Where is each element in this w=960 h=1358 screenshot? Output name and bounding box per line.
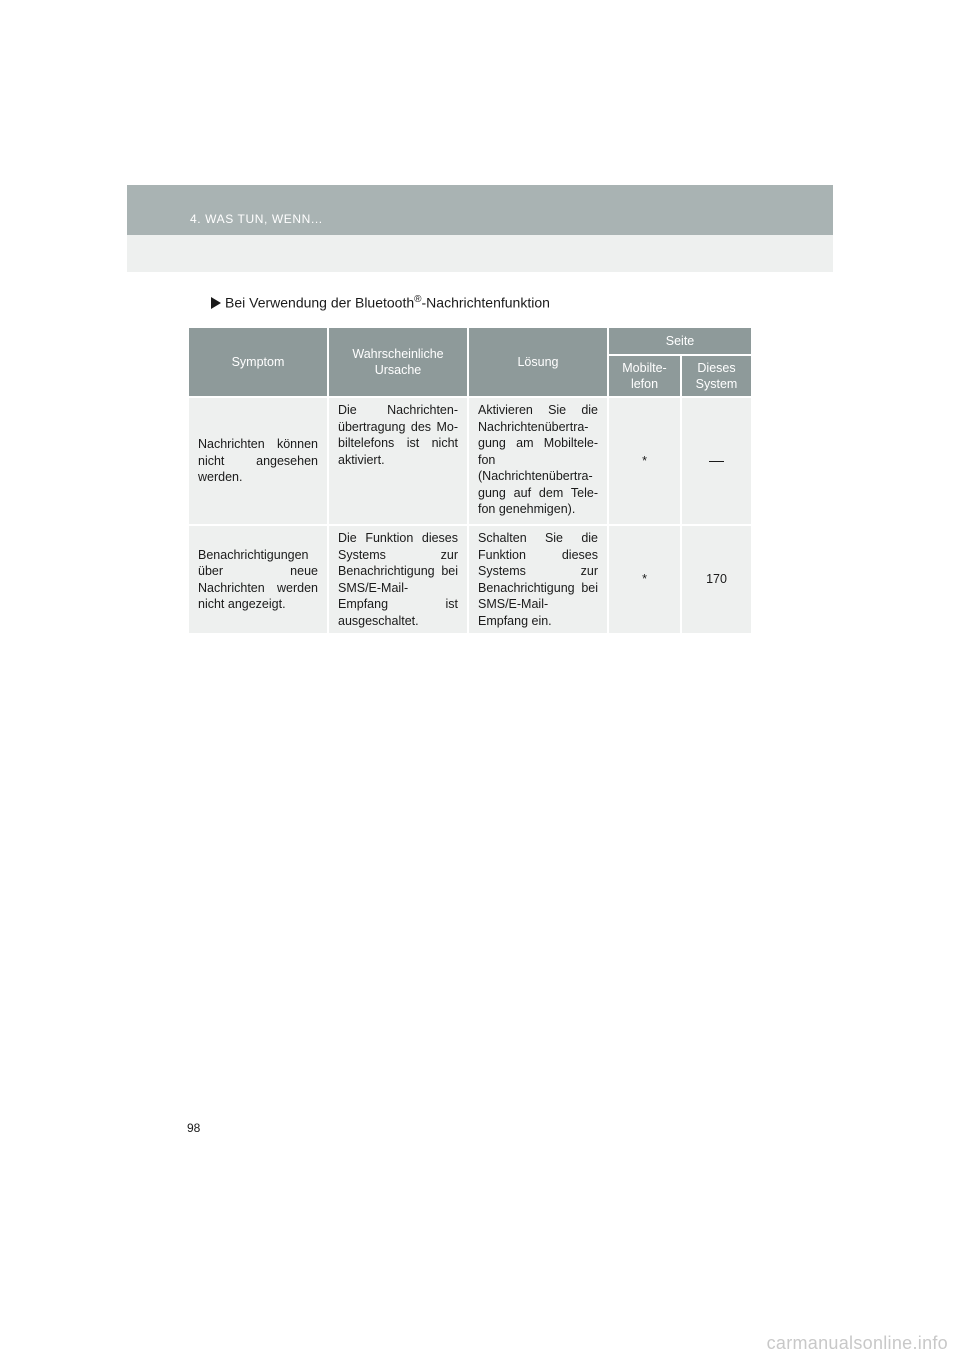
chapter-header-bar: [127, 185, 833, 235]
header-solution: Lösung: [468, 327, 608, 397]
triangle-right-icon: [211, 297, 221, 309]
section-heading: [211, 294, 550, 311]
header-symptom: Symptom: [188, 327, 328, 397]
watermark: carmanualsonline.info: [766, 1333, 948, 1353]
cause-cell: Die Nachrichten-übertragung des Mo-biltelefons ist nicht aktiviert.: [328, 397, 468, 525]
registered-mark: ®: [414, 294, 422, 305]
symptom-cell: Nachrichten können nicht angesehen werden.: [188, 397, 328, 525]
cause-cell: Die Funktion dieses Systems zur Benachrichtigung bei SMS/E-Mail-Empfang ist ausgeschaltet.: [328, 525, 468, 634]
chapter-title: 4. WAS TUN, WENN...: [190, 212, 323, 226]
section-title-suffix: -Nachrichtenfunktion: [421, 294, 550, 311]
header-page: Seite: [608, 327, 752, 355]
solution-cell: Aktivieren Sie die Nachrichtenübertra-gung am Mobiltele-fon (Nachrichtenübertra-gung auf dem Tele-fon genehmigen).: [468, 397, 608, 525]
dash-icon: [709, 461, 724, 462]
chapter-subheader-bar: [127, 235, 833, 272]
header-cause: Wahrscheinliche Ursache: [328, 327, 468, 397]
system-page-cell: [681, 397, 752, 525]
symptom-cell: Benachrichtigungen über neue Nachrichten werden nicht angezeigt.: [188, 525, 328, 634]
table-row: [188, 397, 752, 525]
page-number: 98: [187, 1121, 201, 1135]
system-page-cell: 170: [681, 525, 752, 634]
mobile-page-cell: *: [608, 397, 681, 525]
troubleshooting-table: [187, 326, 753, 635]
header-system: Dieses System: [681, 355, 752, 397]
table-row: [188, 525, 752, 634]
mobile-page-cell: *: [608, 525, 681, 634]
solution-cell: Schalten Sie die Funktion dieses Systems zur Benachrichtigung bei SMS/E-Mail-Empfang ein.: [468, 525, 608, 634]
section-title-prefix: Bei Verwendung der Bluetooth: [225, 294, 415, 311]
header-mobile: Mobilte-lefon: [608, 355, 681, 397]
